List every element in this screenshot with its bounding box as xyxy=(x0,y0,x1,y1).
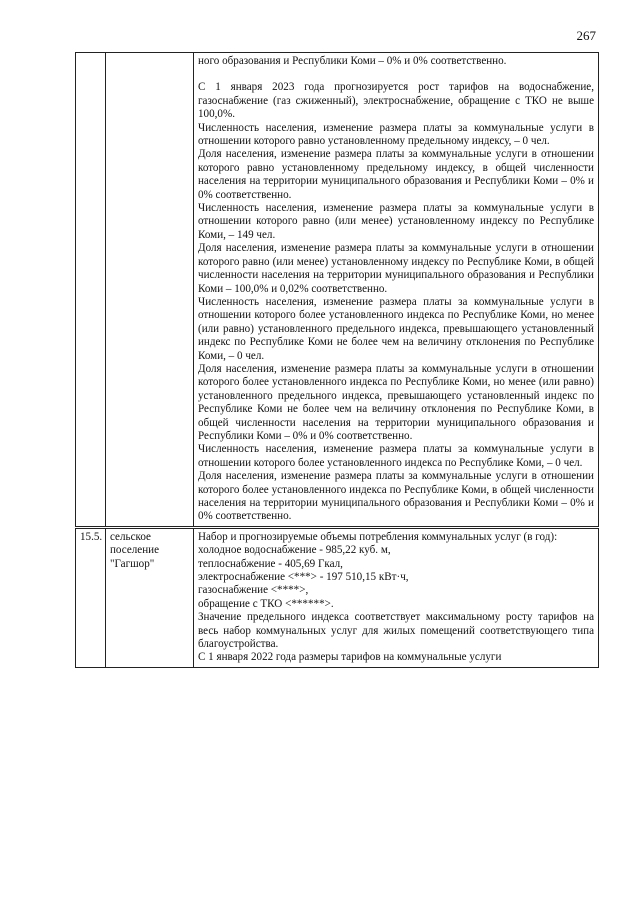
paragraph: С 1 января 2022 года размеры тарифов на коммунальные услуги xyxy=(198,651,502,664)
paragraph: Набор и прогнозируемые объемы потребления коммунальных услуг (в год): xyxy=(198,530,558,543)
paragraph: электроснабжение <***> - 197 510,15 кВт·ч, xyxy=(198,571,409,584)
page-number: 267 xyxy=(576,28,596,43)
row-number-cell xyxy=(76,53,106,528)
paragraph: теплоснабжение - 405,69 Гкал, xyxy=(198,557,343,570)
paragraph: газоснабжение <****>, xyxy=(198,584,309,597)
paragraph: Доля населения, изменение размера платы за коммунальные услуги в отношении которого более установленного индекса по Республике Коми, но менее (или равно) установленного предельного индекса, превышающего установленный индекс по Республике Коми не более чем на величину отклонения по Республике Коми, в общей численности населения на территории муниципального образования и Республики Коми – 0% и 0% соответственно. xyxy=(198,362,594,442)
row-number-cell: 15.5. xyxy=(76,527,106,667)
municipality-name-cell: сельское поселение "Гагшор" xyxy=(106,527,194,667)
paragraph: Численность населения, изменение размера платы за коммунальные услуги в отношении которого более установленного индекса по Республике Коми, но менее (или равно) установленного предельного индекса, превышающего установленный индекс по Республике Коми не более чем на величину отклонения по Республике Коми, – 0 чел. xyxy=(198,295,594,362)
paragraph: Численность населения, изменение размера платы за коммунальные услуги в отношении которого более установленного индекса по Республике Коми, – 0 чел. xyxy=(198,443,594,469)
description-cell xyxy=(194,53,599,528)
paragraph: Доля населения, изменение размера платы за коммунальные услуги в отношении которого более установленного индекса по Республике Коми, в общей численности населения на территории муниципального образования и Республики Коми – 0% и 0% соответственно. xyxy=(198,470,594,523)
paragraph: С 1 января 2023 года прогнозируется рост тарифов на водоснабжение, газоснабжение (газ сжиженный), электроснабжение, обращение с ТКО не выше 100,0%. xyxy=(198,81,594,121)
paragraph: ного образования и Республики Коми – 0% и 0% соответственно. xyxy=(198,55,507,67)
paragraph: Доля населения, изменение размера платы за коммунальные услуги в отношении которого равно (или менее) установленному индексу по Республике Коми, в общей численности населения на территории муниципального образования и Республики Коми – 100,0% и 0,02% соответственно. xyxy=(198,242,594,295)
paragraph: холодное водоснабжение - 985,22 куб. м, xyxy=(198,544,391,557)
table-row xyxy=(76,527,599,667)
description-cell xyxy=(194,527,599,667)
tariff-table xyxy=(75,52,599,668)
paragraph: Значение предельного индекса соответствует максимальному росту тарифов на весь набор коммунальных услуг для жилых помещений соответствующего типа благоустройства. xyxy=(198,611,594,651)
municipality-name-cell xyxy=(106,53,194,528)
paragraph: Численность населения, изменение размера платы за коммунальные услуги в отношении которого равно установленному предельному индексу, – 0 чел. xyxy=(198,121,594,148)
paragraph-gap xyxy=(198,68,594,81)
paragraph: обращение с ТКО <******>. xyxy=(198,597,334,610)
paragraph: Численность населения, изменение размера платы за коммунальные услуги в отношении которого равно (или менее) установленному индексу по Республике Коми, – 149 чел. xyxy=(198,202,594,241)
table-row xyxy=(76,53,599,528)
paragraph: Доля населения, изменение размера платы за коммунальные услуги в отношении которого равно установленному предельному индексу, в общей численности населения на территории муниципального образования и Республики Коми – 0% и 0% соответственно. xyxy=(198,148,594,201)
